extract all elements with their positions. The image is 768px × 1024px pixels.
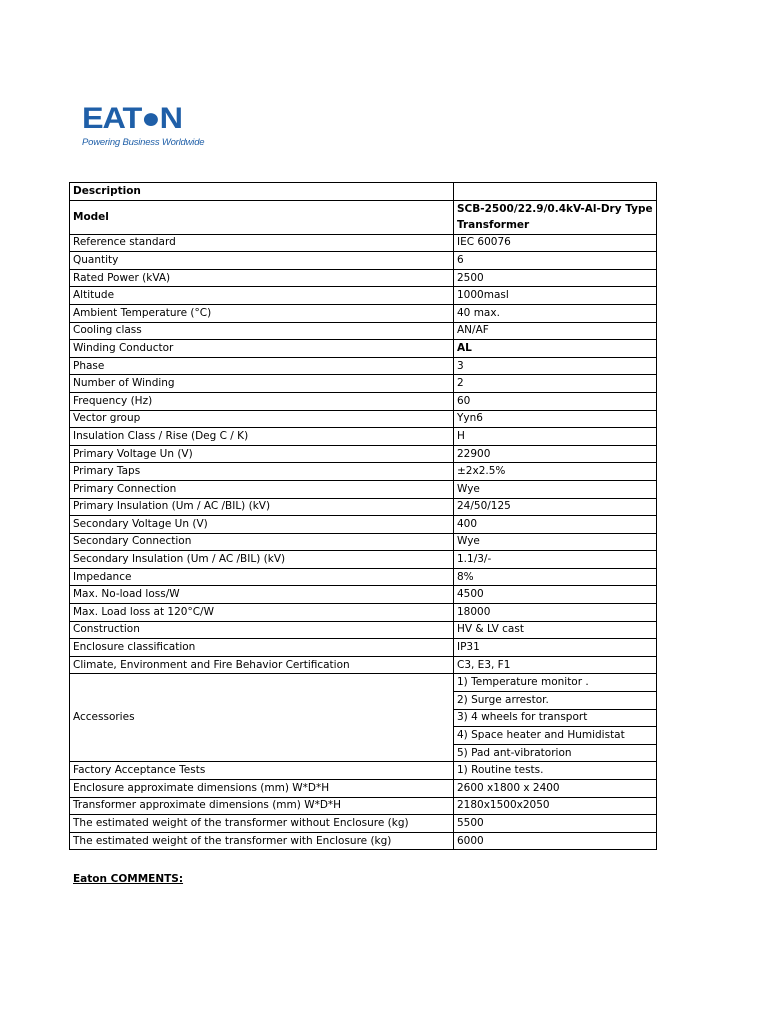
table-row [70, 375, 657, 393]
row-label: Climate, Environment and Fire Behavior Certification [70, 656, 454, 674]
row-label: Impedance [70, 568, 454, 586]
row-label: Max. No-load loss/W [70, 586, 454, 604]
row-label: Cooling class [70, 322, 454, 340]
row-value: 6000 [454, 832, 657, 850]
row-value: 400 [454, 516, 657, 534]
row-label: Model [70, 200, 454, 234]
row-label: Vector group [70, 410, 454, 428]
table-row [70, 621, 657, 639]
row-value: 3 [454, 357, 657, 375]
row-value: Wye [454, 480, 657, 498]
table-row [70, 498, 657, 516]
table-row [70, 392, 657, 410]
row-label: Insulation Class / Rise (Deg C / K) [70, 428, 454, 446]
row-value: H [454, 428, 657, 446]
row-value: 18000 [454, 604, 657, 622]
row-value: 2500 [454, 269, 657, 287]
row-value: 8% [454, 568, 657, 586]
row-label: Quantity [70, 252, 454, 270]
header-value [454, 183, 657, 201]
row-value: 5500 [454, 815, 657, 833]
table-row [70, 797, 657, 815]
row-value: Wye [454, 533, 657, 551]
table-row [70, 780, 657, 798]
accessory-item: 2) Surge arrestor. [454, 692, 657, 710]
table-row [70, 815, 657, 833]
logo-tagline: Powering Business Worldwide [82, 137, 205, 148]
row-value: 22900 [454, 445, 657, 463]
accessory-item: 3) 4 wheels for transport [454, 709, 657, 727]
table-row [70, 252, 657, 270]
row-label: The estimated weight of the transformer without Enclosure (kg) [70, 815, 454, 833]
specification-table [69, 182, 657, 850]
row-value: 1000masl [454, 287, 657, 305]
row-value: 2 [454, 375, 657, 393]
row-value: AL [454, 340, 657, 358]
table-row [70, 357, 657, 375]
row-value: AN/AF [454, 322, 657, 340]
table-row [70, 568, 657, 586]
row-label: Frequency (Hz) [70, 392, 454, 410]
row-label: Altitude [70, 287, 454, 305]
row-label: Primary Voltage Un (V) [70, 445, 454, 463]
table-row [70, 269, 657, 287]
table-row [70, 762, 657, 780]
row-value: C3, E3, F1 [454, 656, 657, 674]
table-row [70, 428, 657, 446]
row-label: Transformer approximate dimensions (mm) W*D*H [70, 797, 454, 815]
row-value: Yyn6 [454, 410, 657, 428]
table-row [70, 533, 657, 551]
row-value: 6 [454, 252, 657, 270]
row-label: Number of Winding [70, 375, 454, 393]
table-row-model [70, 200, 657, 234]
row-label: Secondary Connection [70, 533, 454, 551]
table-row-winding [70, 340, 657, 358]
row-value: IEC 60076 [454, 234, 657, 252]
row-value: ±2x2.5% [454, 463, 657, 481]
row-label: Ambient Temperature (°C) [70, 304, 454, 322]
table-row [70, 234, 657, 252]
logo-wordmark: EAT●N [82, 102, 182, 135]
eaton-logo [82, 104, 222, 154]
row-label: Primary Taps [70, 463, 454, 481]
row-value: 2180x1500x2050 [454, 797, 657, 815]
row-label: Enclosure classification [70, 639, 454, 657]
table-row [70, 410, 657, 428]
table-row-accessories [70, 674, 657, 692]
table-row [70, 604, 657, 622]
accessory-item: 1) Temperature monitor . [454, 674, 657, 692]
row-label: Phase [70, 357, 454, 375]
row-label: Reference standard [70, 234, 454, 252]
row-label: Rated Power (kVA) [70, 269, 454, 287]
table-row [70, 551, 657, 569]
row-label: The estimated weight of the transformer with Enclosure (kg) [70, 832, 454, 850]
table-row [70, 304, 657, 322]
row-label: Secondary Voltage Un (V) [70, 516, 454, 534]
row-value: SCB-2500/22.9/0.4kV-Al-Dry Type Transformer [454, 200, 657, 234]
accessories-label: Accessories [70, 674, 454, 762]
row-value: 2600 x1800 x 2400 [454, 780, 657, 798]
row-label: Secondary Insulation (Um / AC /BIL) (kV) [70, 551, 454, 569]
table-row [70, 463, 657, 481]
comments-heading: Eaton COMMENTS: [73, 873, 184, 885]
table-row [70, 586, 657, 604]
row-value: 4500 [454, 586, 657, 604]
table-row [70, 480, 657, 498]
table-row [70, 322, 657, 340]
row-value: HV & LV cast [454, 621, 657, 639]
row-label: Construction [70, 621, 454, 639]
accessory-item: 4) Space heater and Humidistat [454, 727, 657, 745]
row-value: 24/50/125 [454, 498, 657, 516]
row-label: Factory Acceptance Tests [70, 762, 454, 780]
row-value: IP31 [454, 639, 657, 657]
table-row [70, 639, 657, 657]
accessory-item: 5) Pad ant-vibratorion [454, 744, 657, 762]
table-row [70, 445, 657, 463]
row-label: Enclosure approximate dimensions (mm) W*D*H [70, 780, 454, 798]
row-value: 1) Routine tests. [454, 762, 657, 780]
header-description: Description [70, 183, 454, 201]
row-label: Primary Insulation (Um / AC /BIL) (kV) [70, 498, 454, 516]
row-value: 40 max. [454, 304, 657, 322]
table-row [70, 656, 657, 674]
row-value: 60 [454, 392, 657, 410]
table-row [70, 287, 657, 305]
row-value: 1.1/3/- [454, 551, 657, 569]
row-label: Max. Load loss at 120°C/W [70, 604, 454, 622]
table-row [70, 832, 657, 850]
row-label: Primary Connection [70, 480, 454, 498]
row-label: Winding Conductor [70, 340, 454, 358]
table-row [70, 516, 657, 534]
table-header-row [70, 183, 657, 201]
